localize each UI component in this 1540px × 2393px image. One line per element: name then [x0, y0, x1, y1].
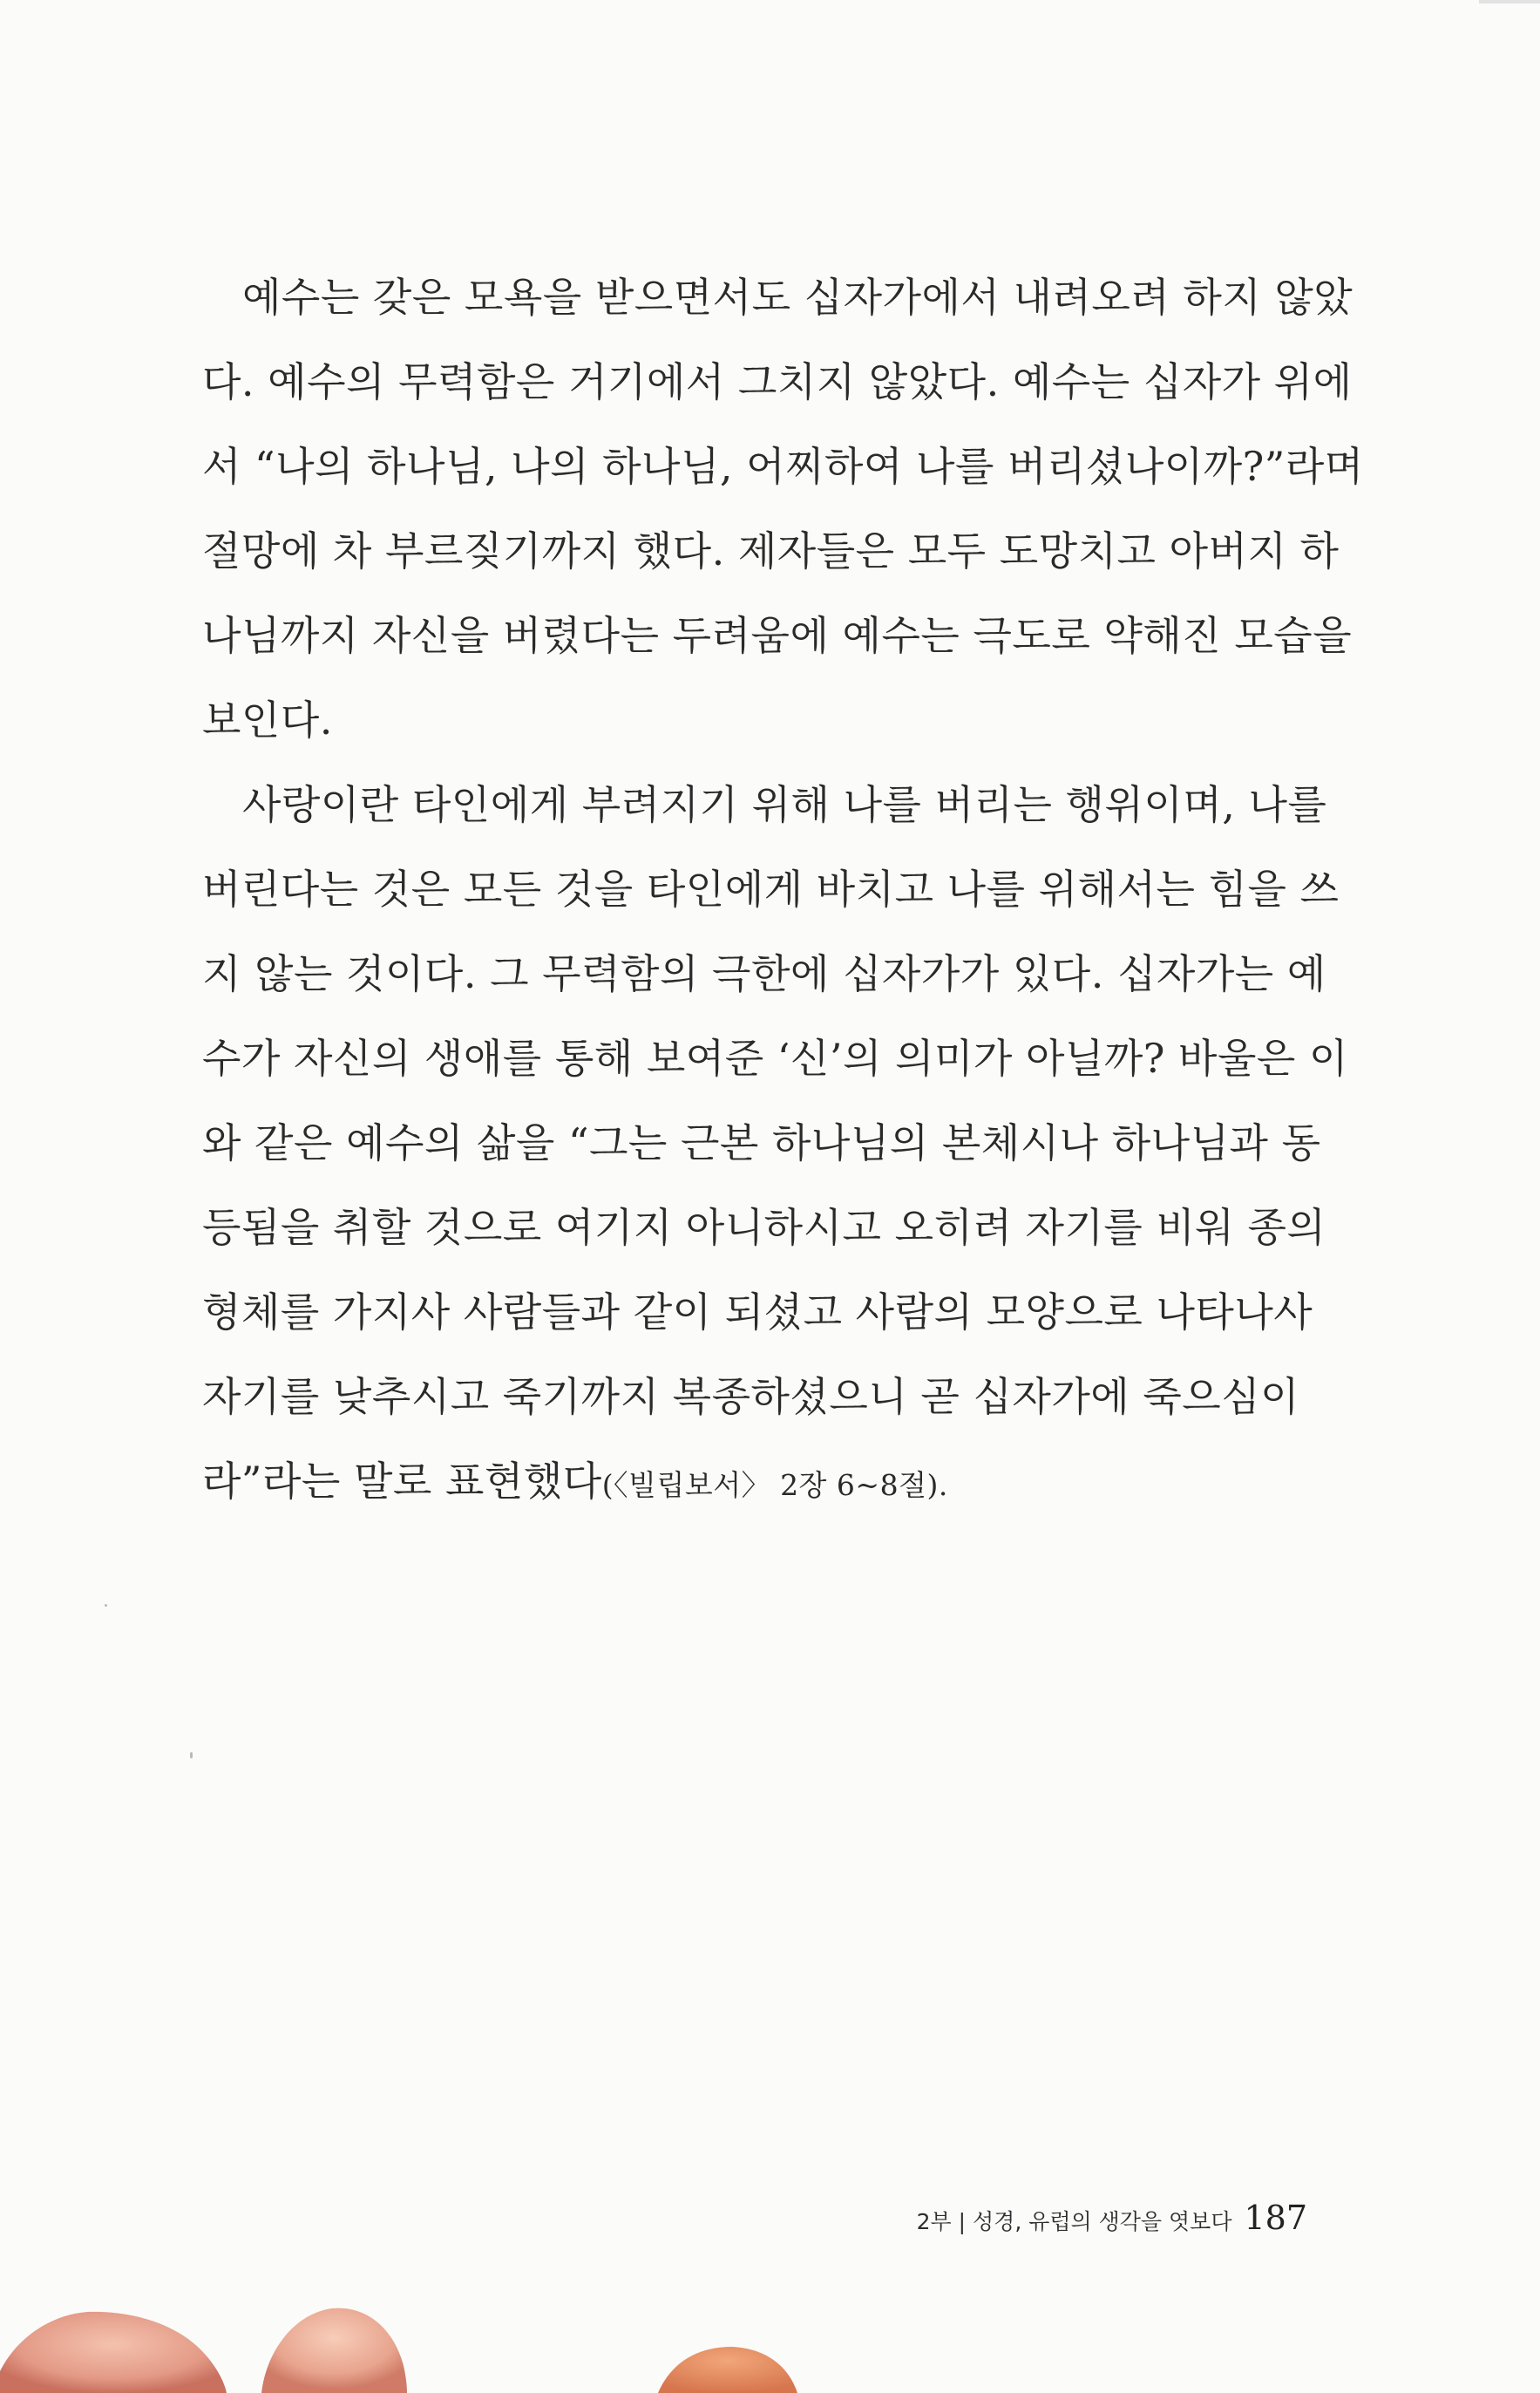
paper-speck	[105, 1604, 107, 1607]
text-line: 지 않는 것이다. 그 무력함의 극한에 십자가가 있다. 십자가는 예	[202, 950, 1326, 997]
text-line: 다. 예수의 무력함은 거기에서 그치지 않았다. 예수는 십자가 위에	[202, 358, 1353, 405]
text-line: 사랑이란 타인에게 부려지기 위해 나를 버리는 행위이며, 나를	[242, 781, 1327, 828]
last-line-text: 라”라는 말로 표현했다	[202, 1458, 602, 1505]
bible-citation: (〈빌립보서〉 2장 6~8절).	[601, 1468, 948, 1502]
finger-left	[0, 2312, 227, 2393]
text-line: 자기를 낮추시고 죽기까지 복종하셨으니 곧 십자가에 죽으심이	[202, 1373, 1300, 1420]
text-line: 수가 자신의 생애를 통해 보여준 ‘신’의 의미가 아닐까? 바울은 이	[202, 1035, 1348, 1082]
paper-speck	[190, 1752, 193, 1758]
text-line-last	[202, 1439, 1300, 1527]
text-line: 보인다.	[202, 697, 333, 744]
text-line: 서 “나의 하나님, 나의 하나님, 어찌하여 나를 버리셨나이까?”라며	[202, 443, 1364, 490]
text-line: 버린다는 것은 모든 것을 타인에게 바치고 나를 위해서는 힘을 쓰	[202, 866, 1340, 913]
text-line: 형체를 가지사 사람들과 같이 되셨고 사람의 모양으로 나타나사	[202, 1288, 1313, 1336]
body-text	[202, 255, 1364, 1527]
text-line: 등됨을 취할 것으로 여기지 아니하시고 오히려 자기를 비워 종의	[202, 1204, 1326, 1251]
page-number: 187	[1244, 2199, 1307, 2237]
text-line: 와 같은 예수의 삶을 “그는 근본 하나님의 본체시나 하나님과 동	[202, 1119, 1321, 1166]
fingertips-photo	[0, 2267, 1540, 2393]
text-line: 예수는 갖은 모욕을 받으면서도 십자가에서 내려오려 하지 않았	[242, 274, 1353, 321]
finger-middle	[261, 2308, 407, 2393]
footer-section-title: 2부 | 성경, 유럽의 생각을 엿보다	[916, 2209, 1232, 2234]
page-edge-mark	[1479, 0, 1540, 3]
text-line: 절망에 차 부르짖기까지 했다. 제자들은 모두 도망치고 아버지 하	[202, 527, 1340, 574]
paragraph-2	[202, 763, 1348, 1527]
text-line: 나님까지 자신을 버렸다는 두려움에 예수는 극도로 약해진 모습을	[202, 612, 1353, 659]
finger-right	[658, 2347, 797, 2393]
running-footer	[906, 2199, 1307, 2247]
paragraph-1	[202, 255, 1364, 763]
